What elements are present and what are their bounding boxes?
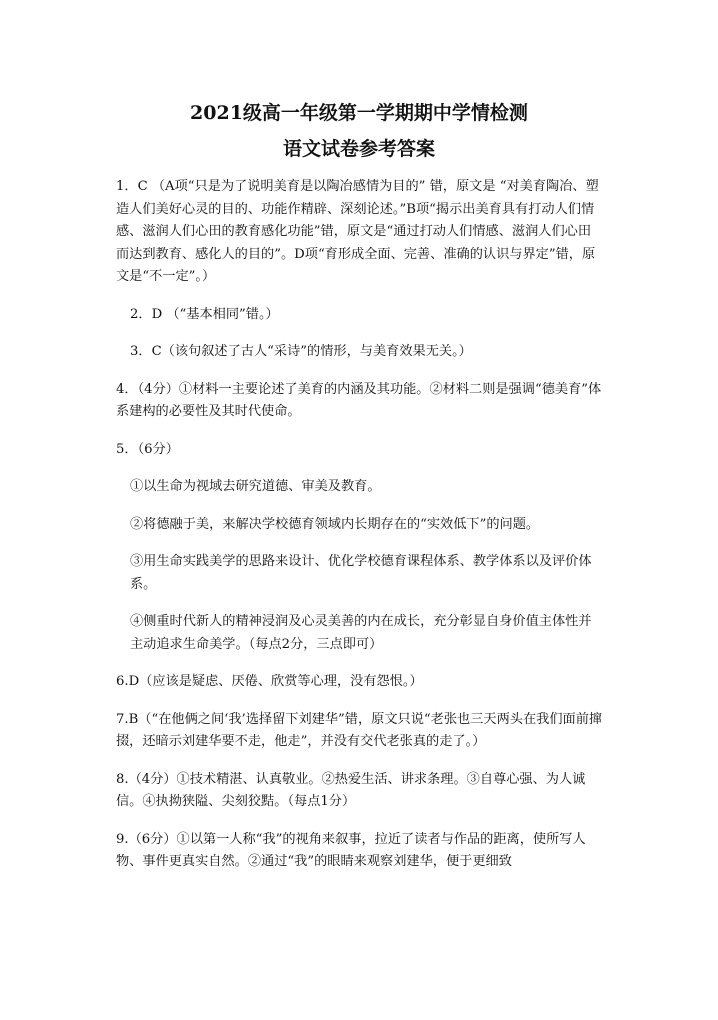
answer-5-point-1: ①以生命为视域去研究道德、审美及教育。 (130, 479, 381, 494)
answer-9: 9.（6分）①以第一人称“我”的视角来叙事，拉近了读者与作品的距离，使所写人物、事件更真实自然。②通过“我”的眼睛来观察刘建华，便于更细致 (116, 831, 586, 869)
answer-list (116, 176, 604, 874)
answer-8: 8.（4分）①技术精湛、认真敬业。②热爱生活、讲求条理。③自尊心强、为人诚信。④执拗狭隘、尖刻狡黠。（每点1分） (116, 771, 586, 809)
answer-7: 7.B（“在他俩之间‘我’选择留下刘建华”错，原文只说“老张也三天两头在我们面前撺掇，还暗示刘建华要不走，他走”，并没有交代老张真的走了。） (116, 711, 603, 749)
answer-5-point-4: ④侧重时代新人的精神浸润及心灵美善的内在成长，充分彰显自身价值主体性并主动追求生命美学。（每点2分，三点即可） (130, 614, 592, 652)
answer-5-header: 5．（6分） (116, 441, 179, 457)
answer-5-point-3: ③用生命实践美学的思路来设计、优化学校德育课程体系、教学体系以及评价体系。 (130, 554, 592, 592)
answer-3: 3．C（该句叙述了古人“采诗”的情形，与美育效果无关。） (130, 344, 472, 359)
answer-4: 4．（4分）①材料一主要论述了美育的内涵及其功能。②材料二则是强调“德美育”体系建构的必要性及其时代使命。 (116, 381, 602, 419)
page-subtitle: 语文试卷参考答案 (282, 138, 435, 160)
page-title: 2021级高一年级第一学期期中学情检测 (190, 102, 528, 124)
answer-1: 1．C （A项“只是为了说明美育是以陶冶感情为目的” 错，原文是 “对美育陶冶、塑造人们美好心灵的目的、功能作精辟、深刻论述。”B项“揭示出美育具有打动人们情感、滋润人们心田的教育感化功能”错，原文是“通过打动人们情感、滋润人们心田而达到教育、感化人的目的”。D项“育形成全面、完善、准确的认识与界定”错，原文是“不一定”。） (116, 179, 599, 284)
answer-6: 6.D（应该是疑虑、厌倦、欣赏等心理，没有怨恨。） (116, 674, 423, 689)
answer-5-point-2: ②将德融于美，来解决学校德育领域内长期存在的“实效低下”的问题。 (130, 516, 540, 532)
answer-2: 2．D （“基本相同”错。） (130, 306, 279, 322)
